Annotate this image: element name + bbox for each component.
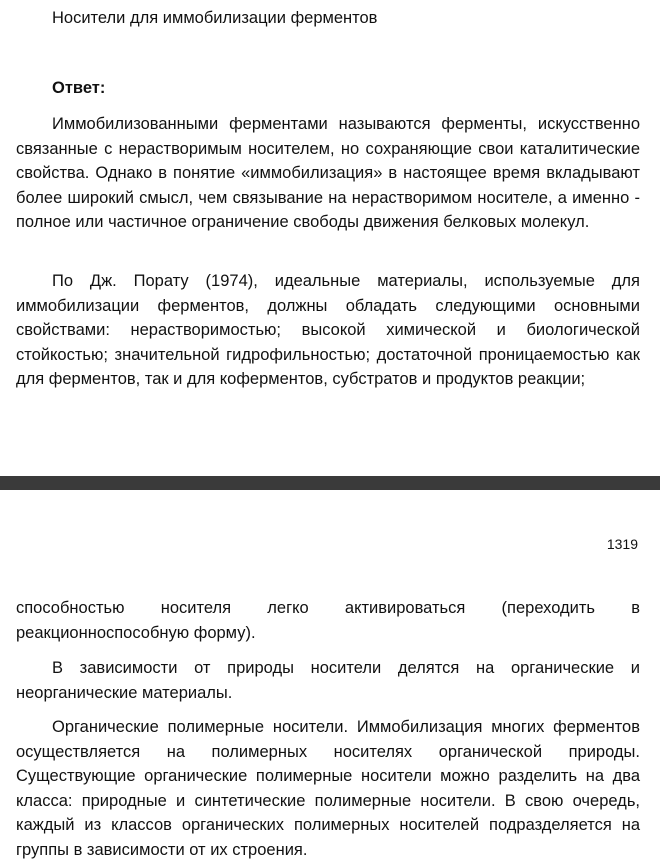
answer-label: Ответ: bbox=[52, 79, 106, 97]
page-number: 1319 bbox=[606, 536, 638, 552]
paragraph-2: По Дж. Порату (1974), идеальные материалы, используемые для иммобилизации ферментов, должны обладать следующими основными свойствами: нерастворимостью; высокой химической и биологической стойкостью; значительной гидрофильностью; достаточной проницаемостью как для ферментов, так и для коферментов, субстратов и продуктов реакции; bbox=[16, 272, 640, 389]
paragraph-4: В зависимости от природы носители делятся на органические и неорганические материалы. bbox=[16, 659, 640, 702]
paragraph-3: способностью носителя легко активироваться (переходить в реакционноспособную форму). bbox=[16, 599, 640, 642]
paragraph-1: Иммобилизованными ферментами называются ферменты, искусственно связанные с нерастворимым носителем, но сохраняющие свои каталитические свойства. Однако в понятие «иммобилизация» в настоящее время вкладывают более широкий смысл, чем связывание на нерастворимом носителе, а именно - полное или частичное ограничение свободы движения белковых молекул. bbox=[16, 115, 640, 232]
document-title: Носители для иммобилизации ферментов bbox=[52, 9, 378, 27]
paragraph-5: Органические полимерные носители. Иммобилизация многих ферментов осуществляется на полимерных носителях органической природы. Существующие органические полимерные носители можно разделить на два класса: природные и синтетические полимерные носители. В свою очередь, каждый из классов органических полимерных носителей подразделяется на группы в зависимости от их строения. bbox=[16, 718, 640, 859]
page-separator bbox=[0, 476, 660, 490]
